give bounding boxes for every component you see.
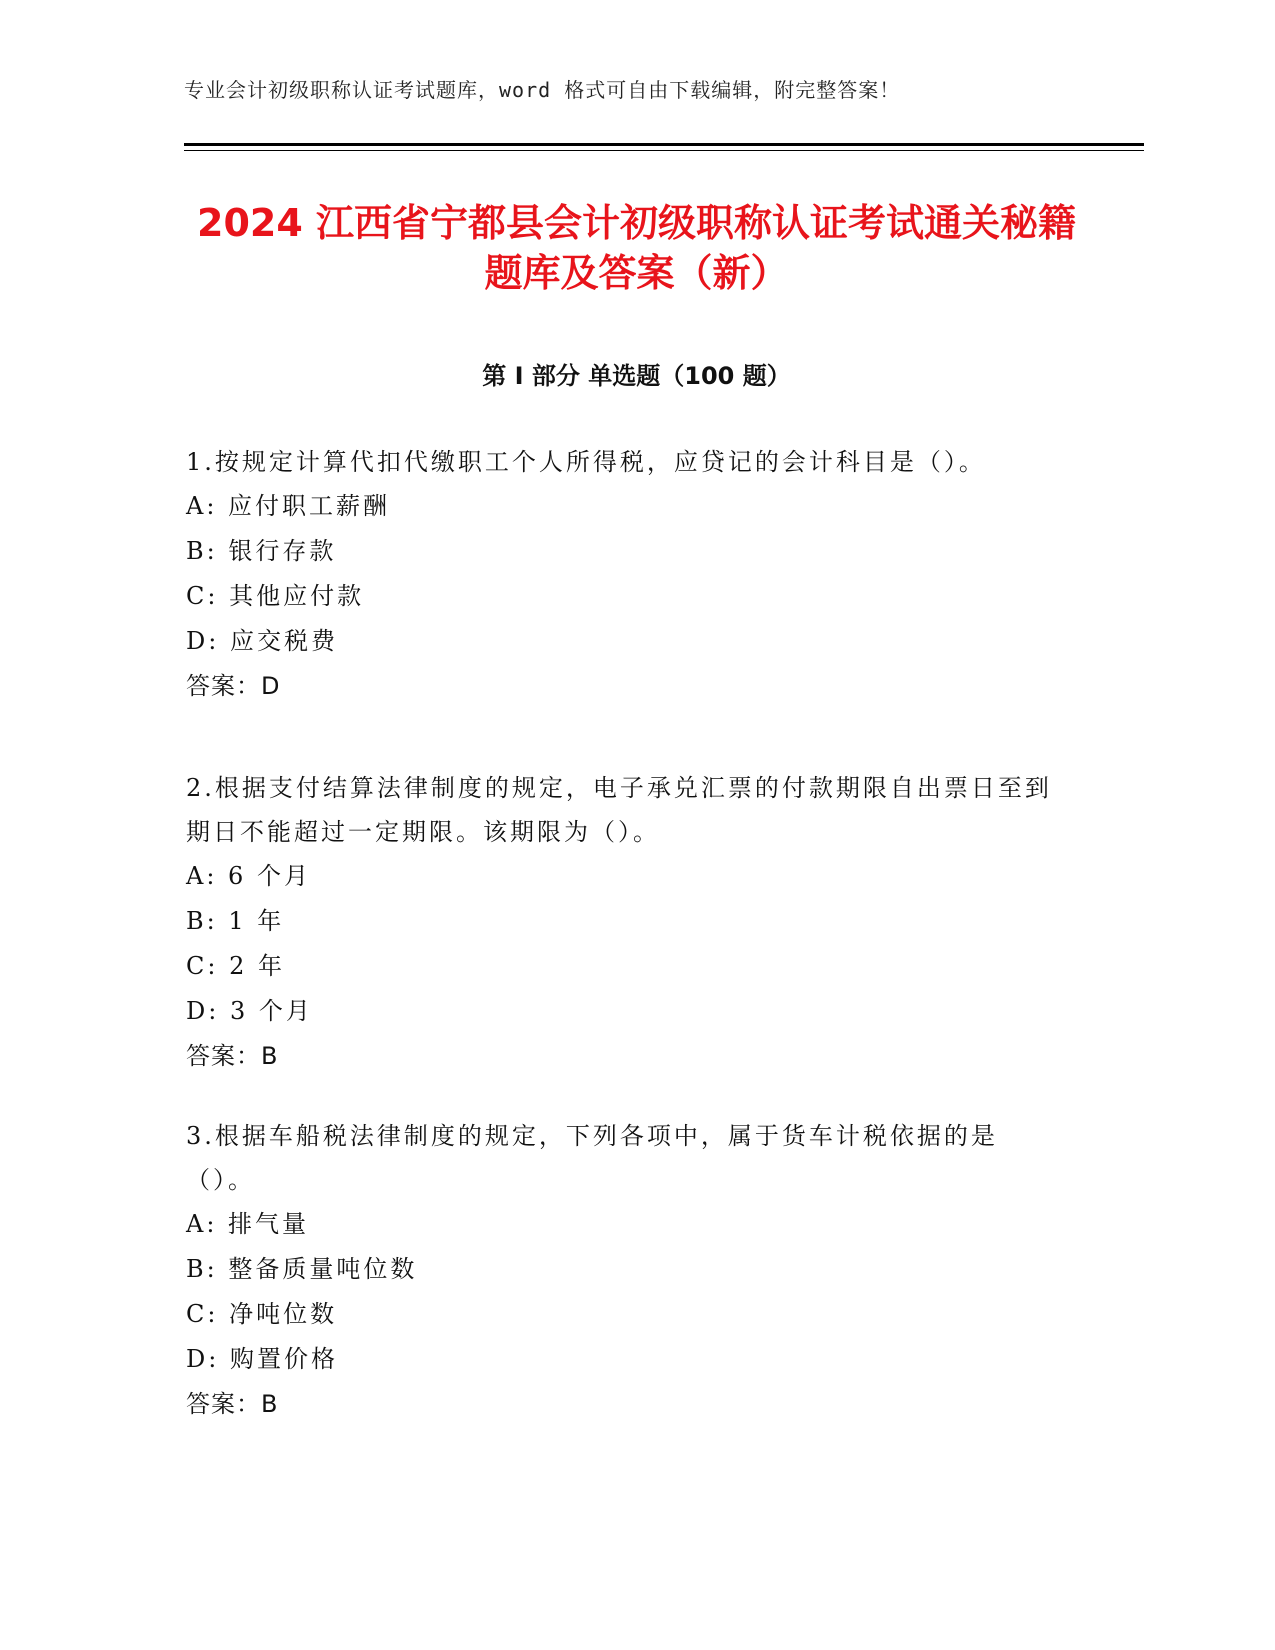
question-answer: 答案：B: [186, 1390, 279, 1418]
question-option: B: 1 年: [186, 907, 285, 935]
document-title: 2024 江西省宁都县会计初级职称认证考试通关秘籍题库及答案（新）: [197, 201, 1076, 295]
question-option: A: 应付职工薪酬: [186, 492, 391, 520]
question-option: C: 2 年: [186, 952, 285, 980]
question-item: [186, 440, 1066, 709]
question-option: D: 应交税费: [186, 627, 338, 655]
question-item: [186, 1114, 1066, 1427]
question-option: D: 购置价格: [186, 1345, 338, 1373]
question-stem: 3.根据车船税法律制度的规定，下列各项中，属于货车计税依据的是（）。: [186, 1122, 998, 1194]
header-divider-thin: [184, 150, 1144, 151]
section-title: 第 I 部分 单选题（100 题）: [482, 362, 791, 390]
question-option: B: 银行存款: [186, 537, 337, 565]
question-answer: 答案：B: [186, 1042, 279, 1070]
header-note: 专业会计初级职称认证考试题库，word 格式可自由下载编辑，附完整答案！: [184, 78, 901, 102]
question-option: B: 整备质量吨位数: [186, 1255, 418, 1283]
question-stem: 2.根据支付结算法律制度的规定，电子承兑汇票的付款期限自出票日至到期日不能超过一定期限。该期限为（）。: [186, 774, 1052, 846]
question-answer: 答案：D: [186, 672, 281, 700]
header-divider-thick: [184, 143, 1144, 146]
question-stem: 1.按规定计算代扣代缴职工个人所得税，应贷记的会计科目是（）。: [186, 448, 986, 476]
question-option: C: 其他应付款: [186, 582, 365, 610]
question-option: A: 排气量: [186, 1210, 310, 1238]
question-option: A: 6 个月: [186, 862, 311, 890]
question-option: C: 净吨位数: [186, 1300, 338, 1328]
question-item: [186, 766, 1066, 1079]
question-option: D: 3 个月: [186, 997, 313, 1025]
